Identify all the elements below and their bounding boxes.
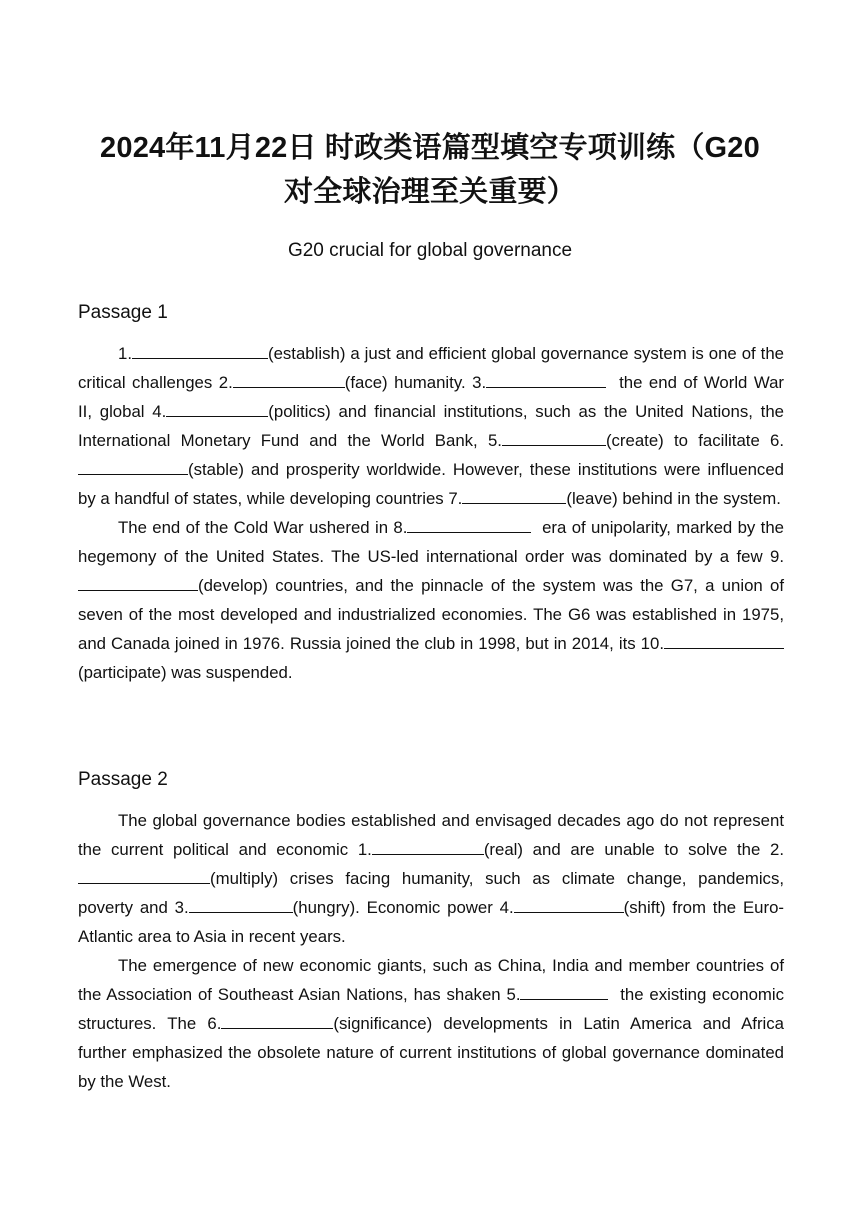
answer-blank-4[interactable] xyxy=(514,897,624,913)
text-segment: (multiply) crises facing humanity, such as climate change, pandemics, poverty and 3. xyxy=(78,869,784,917)
text-segment: (hungry). Economic power 4. xyxy=(292,898,514,917)
passage-2-heading: Passage 2 xyxy=(78,769,168,790)
text-segment: (create) to facilitate 6. xyxy=(605,431,784,450)
passage-1 xyxy=(78,339,784,687)
text-segment: The global governance bodies established and envisaged decades ago do not represent the current political and economic 1. xyxy=(78,811,784,859)
passage-2-paragraph-1 xyxy=(78,806,784,951)
document-title xyxy=(60,126,800,214)
text-segment: (face) humanity. 3. xyxy=(344,373,487,392)
answer-blank-5[interactable] xyxy=(520,984,608,1000)
title-line-1: 2024年11月22日 时政类语篇型填空专项训练（G20 xyxy=(100,132,760,164)
answer-blank-3[interactable] xyxy=(486,372,606,388)
answer-blank-6[interactable] xyxy=(78,459,188,475)
text-segment: (politics) and financial institutions, such as the United Nations, the International Monetary Fund and the World Bank, 5. xyxy=(78,402,784,450)
text-segment: (significance) developments in Latin America and Africa further emphasized the obsolete nature of current institutions of global governance dominated by the West. xyxy=(78,1014,784,1091)
answer-blank-6[interactable] xyxy=(221,1013,333,1029)
text-segment: (real) and are unable to solve the 2. xyxy=(483,840,785,859)
text-segment: era of unipolarity, marked by the hegemony of the United States. The US-led international order was dominated by a few 9. xyxy=(78,518,785,566)
answer-blank-5[interactable] xyxy=(502,430,606,446)
passage-1-paragraph-1 xyxy=(78,339,784,513)
text-segment: (shift) from the Euro-Atlantic area to Asia in recent years. xyxy=(78,898,784,946)
text-segment: (participate) was suspended. xyxy=(78,663,293,682)
passage-1-paragraph-2 xyxy=(78,513,784,687)
passage-1-heading: Passage 1 xyxy=(78,302,168,323)
text-segment: (stable) and prosperity worldwide. However, these institutions were influenced by a handful of states, while developing countries 7. xyxy=(78,460,784,508)
text-segment: the existing economic structures. The 6. xyxy=(78,985,784,1033)
answer-blank-9[interactable] xyxy=(78,575,198,591)
answer-blank-1[interactable] xyxy=(132,343,268,359)
document-subtitle: G20 crucial for global governance xyxy=(287,240,573,261)
text-segment: The end of the Cold War ushered in 8. xyxy=(118,518,408,537)
title-line-2: 对全球治理至关重要） xyxy=(283,176,576,208)
text-segment: the end of World War II, global 4. xyxy=(78,373,784,421)
answer-blank-3[interactable] xyxy=(189,897,293,913)
answer-blank-10[interactable] xyxy=(664,633,784,649)
text-segment: 1. xyxy=(118,344,132,363)
answer-blank-2[interactable] xyxy=(78,868,210,884)
passage-2 xyxy=(78,806,784,1096)
answer-blank-4[interactable] xyxy=(166,401,268,417)
text-segment: The emergence of new economic giants, such as China, India and member countries of the Association of Southeast Asian Nations, has shaken 5. xyxy=(78,956,784,1004)
answer-blank-2[interactable] xyxy=(233,372,345,388)
answer-blank-8[interactable] xyxy=(407,517,531,533)
answer-blank-7[interactable] xyxy=(462,488,566,504)
text-segment: (establish) a just and efficient global governance system is one of the critical challenges 2. xyxy=(78,344,784,392)
text-segment: (leave) behind in the system. xyxy=(566,489,781,508)
passage-2-paragraph-2 xyxy=(78,951,784,1096)
answer-blank-1[interactable] xyxy=(372,839,484,855)
text-segment: (develop) countries, and the pinnacle of the system was the G7, a union of seven of the most developed and industrialized economies. The G6 was established in 1975, and Canada joined in 1976. Russia joined the club in 1998, but in 2014, its 10. xyxy=(78,576,784,653)
